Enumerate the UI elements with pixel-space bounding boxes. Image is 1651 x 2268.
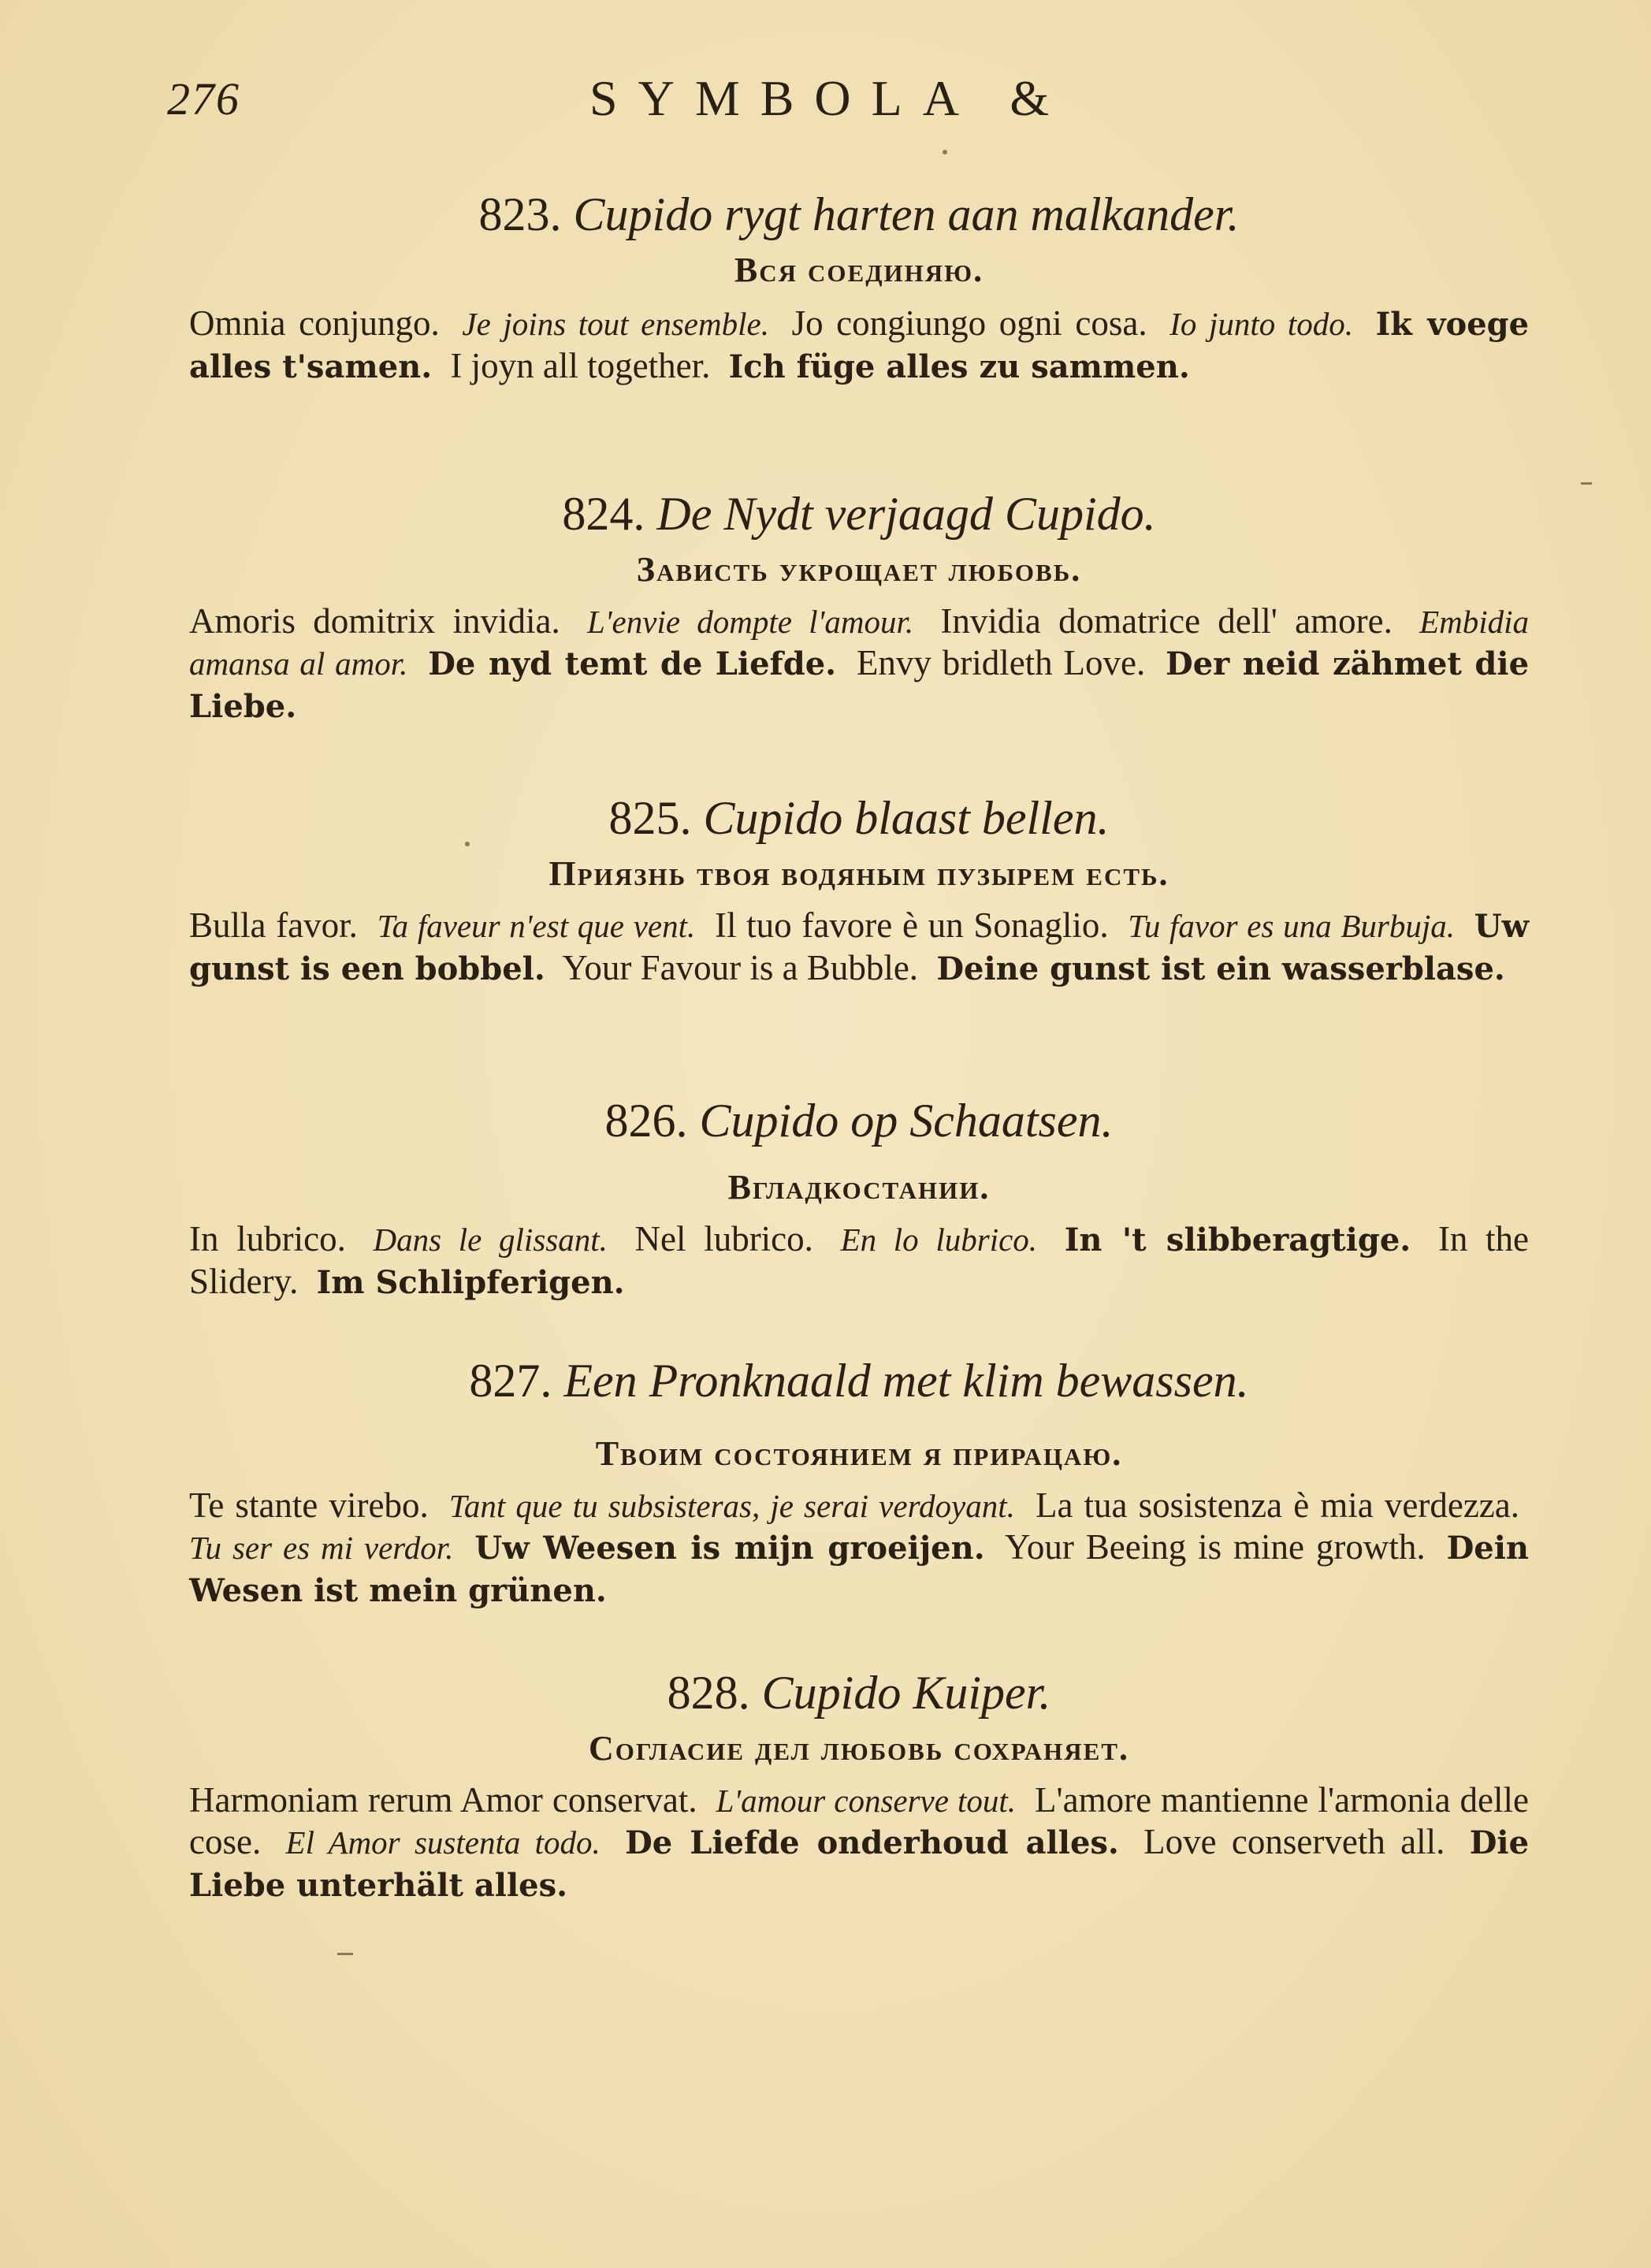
translation-spanish: En lo lubrico. [840, 1221, 1038, 1258]
translation-spanish: Tu ser es mi verdor. [189, 1530, 454, 1566]
translation-german: Die Liebe unterhält alles. [189, 1824, 1530, 1904]
translation-dutch: Uw Weesen is mijn groeijen. [474, 1530, 985, 1567]
running-head: SYMBOLA & [589, 70, 1070, 126]
entry-title [189, 183, 1529, 246]
translation-italian: La tua sosistenza è mia verdezza. [1035, 1485, 1520, 1525]
translation-english: I joyn all together. [450, 346, 711, 385]
entry-title [189, 1089, 1529, 1152]
translation-italian: Nel lubrico. [634, 1219, 813, 1259]
translation-spanish: Tu favor es una Burbuja. [1128, 908, 1455, 944]
translation-latin: Amoris domitrix invidia. [189, 601, 560, 641]
entry-number: 824. [562, 488, 645, 540]
translation-german: Deine gunst ist ein wasserblase. [936, 950, 1505, 987]
emblem-entry [189, 482, 1529, 727]
entry-translations [189, 303, 1529, 388]
ink-speck [1581, 482, 1592, 485]
translation-italian: L'amore mantienne l'armonia delle cose. [189, 1780, 1529, 1861]
translation-dutch: De nyd temt de Liefde. [428, 645, 837, 682]
translation-italian: Invidia domatrice dell' amore. [940, 601, 1393, 641]
translation-dutch: De Liefde onderhoud alles. [625, 1824, 1119, 1861]
entry-cyrillic: Зависть укрощает любовь. [636, 550, 1082, 589]
translation-latin: In lubrico. [189, 1219, 346, 1259]
entry-title [189, 1349, 1529, 1412]
entry-motto-dutch: Cupido Kuiper. [761, 1667, 1051, 1719]
entry-number: 828. [667, 1667, 750, 1719]
translation-german: Im Schlipferigen. [316, 1264, 625, 1301]
translation-spanish: Io junto todo. [1169, 306, 1353, 342]
translation-german: Dein Wesen ist mein grünen. [189, 1530, 1529, 1609]
entry-translations [189, 600, 1529, 727]
translation-spanish: El Amor sustenta todo. [285, 1824, 601, 1861]
emblem-entry [189, 183, 1529, 388]
entry-motto-dutch: Cupido op Schaatsen. [699, 1095, 1114, 1147]
ink-speck [337, 1953, 353, 1955]
translation-dutch: In 't slibberagtige. [1064, 1221, 1411, 1259]
entry-number: 826. [604, 1095, 688, 1147]
translation-dutch: Uw gunst is een bobbel. [189, 908, 1530, 987]
translation-french: Ta faveur n'est que vent. [377, 908, 696, 944]
entry-number: 825. [608, 792, 692, 844]
entry-motto-dutch: Cupido blaast bellen. [703, 792, 1110, 844]
translation-french: Tant que tu subsisteras, je serai verdoyant. [448, 1488, 1015, 1524]
translation-english: Your Beeing is mine growth. [1004, 1527, 1426, 1567]
entry-number: 823. [478, 188, 562, 240]
entry-motto-dutch: De Nydt verjaagd Cupido. [656, 488, 1156, 540]
entry-title [189, 1661, 1529, 1724]
translation-french: L'amour conserve tout. [716, 1783, 1016, 1819]
page-header [0, 69, 1651, 140]
translation-french: L'envie dompte l'amour. [586, 604, 914, 640]
entry-cyrillic: Твоим состоянием я прирацаю. [595, 1434, 1123, 1473]
translation-latin: Harmoniam rerum Amor conservat. [189, 1780, 697, 1820]
translation-latin: Omnia conjungo. [189, 303, 440, 343]
emblem-entry [189, 786, 1529, 990]
entry-translations [189, 905, 1529, 990]
entry-number: 827. [469, 1355, 552, 1407]
translation-english: In the Slidery. [189, 1219, 1530, 1301]
translation-english: Love conserveth all. [1143, 1822, 1445, 1861]
translation-english: Envy bridleth Love. [856, 643, 1146, 682]
translation-latin: Bulla favor. [189, 905, 358, 945]
entry-motto-dutch: Een Pronknaald met klim bewassen. [563, 1355, 1249, 1407]
entry-title [189, 786, 1529, 850]
translation-french: Dans le glissant. [373, 1221, 608, 1258]
translation-french: Je joins tout ensemble. [462, 306, 769, 342]
page-number: 276 [167, 73, 240, 125]
entry-translations [189, 1779, 1529, 1906]
entry-cyrillic: Вгладкостании. [727, 1168, 991, 1207]
translation-spanish: Embidia amansa al amor. [189, 604, 1530, 682]
emblem-entry [189, 1349, 1529, 1612]
translation-latin: Te stante virebo. [189, 1485, 429, 1525]
entry-cyrillic: Согласие дел любовь сохраняет. [589, 1729, 1129, 1768]
translation-german: Der neid zähmet die Liebe. [189, 645, 1530, 725]
emblem-entry [189, 1089, 1529, 1303]
ink-speck [943, 150, 947, 154]
entry-translations [189, 1485, 1529, 1612]
translation-dutch: Ik voege alles t'samen. [189, 306, 1530, 385]
translation-italian: Jo congiungo ogni cosa. [791, 303, 1147, 343]
entry-title [189, 482, 1529, 545]
ink-speck [465, 842, 470, 846]
emblem-entry [189, 1661, 1529, 1906]
entry-cyrillic: Вся соединяю. [734, 251, 984, 289]
translation-italian: Il tuo favore è un Sonaglio. [714, 905, 1109, 945]
translation-english: Your Favour is a Bubble. [562, 948, 919, 987]
entry-motto-dutch: Cupido rygt harten aan malkander. [573, 188, 1240, 240]
entry-cyrillic: Приязнь твоя водяным пузырем есть. [548, 854, 1169, 893]
translation-german: Ich füge alles zu sammen. [728, 348, 1190, 385]
entry-translations [189, 1218, 1529, 1303]
